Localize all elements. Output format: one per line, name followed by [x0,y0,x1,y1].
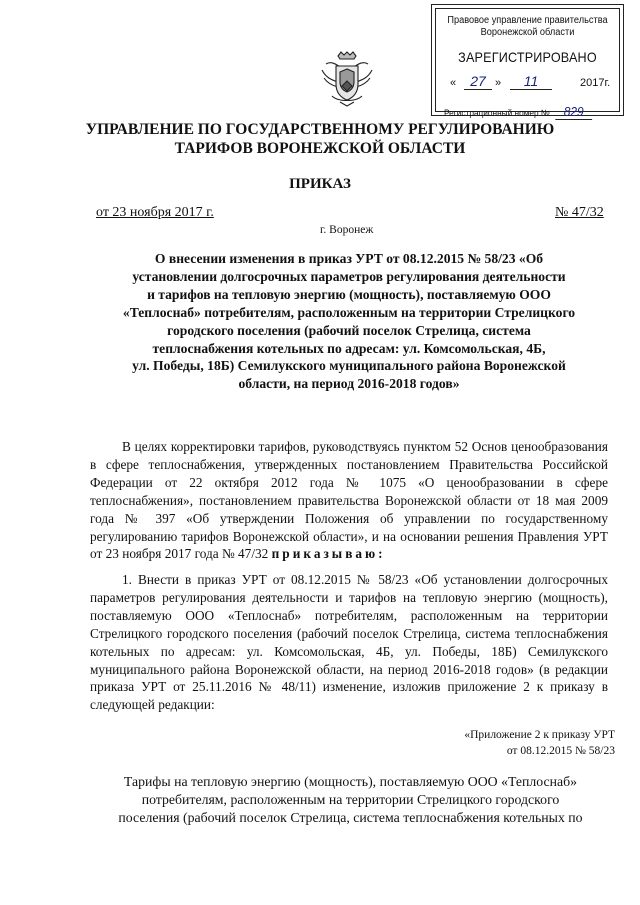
coat-of-arms-icon [318,50,376,110]
preamble-paragraph [90,438,608,563]
subject-line: ул. Победы, 18Б) Семилукского муниципального района Воронежской [132,358,566,374]
stamp-month: 11 [510,73,552,90]
stamp-reg-number-value: 829 [555,104,592,120]
stamp-year: 2017г. [580,77,611,89]
header-line1: УПРАВЛЕНИЕ ПО ГОСУДАРСТВЕННОМУ РЕГУЛИРОВАНИЮ [85,121,555,138]
subject-line: области, на период 2016-2018 годов» [238,376,460,392]
stamp-quote-open: « [450,77,457,89]
document-date: от 23 ноября 2017 г. [96,205,214,220]
header-line2: ТАРИФОВ ВОРОНЕЖСКОЙ ОБЛАСТИ [174,140,466,157]
subject-line: О внесении изменения в приказ УРТ от 08.12.2015 № 58/23 «Об [154,251,544,266]
registration-stamp [431,4,624,119]
stamp-organization [443,15,611,39]
subject-line: «Теплоснаб» потребителям, расположенным на территории Стрелицкого [122,304,576,320]
stamp-org-line1: Правовое управление правительства [447,15,608,26]
item-1-text: 1. Внести в приказ УРТ от 08.12.2015 № 58/23 «Об установлении долгосрочных параметров регулирования деятельности и тарифов на тепловую энергию (мощность), поставляемую ООО «Теплоснаб» потребителям, расположенным на территории Стрелицкого городского поселения (рабочий поселок Стрелица, система теплоснабжения котельных по адресам: ул. Комсомольская, 4Б, ул. Победы, 18Б) Семилукского муниципального района Воронежской области, на период 2016-2018 годов» (в редакции приказа УРТ от 25.11.2016 № 48/11) изменение, изложив приложение 2 к приказу в следующей редакции: [90,572,608,713]
document-subject [98,250,600,393]
stamp-reg-number-label: Регистрационный номер № [444,108,550,118]
stamp-reg-number [444,104,592,120]
stamp-registered-label: ЗАРЕГИСТРИРОВАНО [458,49,597,65]
subject-line: и тарифов на тепловую энергию (мощность), поставляемую ООО [147,286,551,302]
stamp-quote-close: » [495,77,502,89]
document-type: ПРИКАЗ [289,176,351,192]
document-city: г. Воронеж [320,224,374,236]
stamp-inner-border [435,8,620,119]
item-1-paragraph [90,571,608,714]
tariff-title [98,773,603,827]
appendix-reference [375,727,615,759]
stamp-date [444,73,611,91]
appendix-ref-line1: «Приложение 2 к приказу УРТ [464,729,615,741]
stamp-org-line2: Воронежской области [480,27,575,38]
appendix-ref-line2: от 08.12.2015 № 58/23 [506,745,615,757]
document-number: № 47/32 [555,205,604,220]
stamp-day: 27 [464,73,492,90]
subject-line: городского поселения (рабочий поселок Стрелица, система [167,322,531,338]
tariff-title-line: поселения (рабочий поселок Стрелица, система теплоснабжения котельных по [118,810,583,825]
subject-line: теплоснабжения котельных по адресам: ул. Комсомольская, 4Б, [152,340,546,356]
tariff-title-line: Тарифы на тепловую энергию (мощность), поставляемую ООО «Теплоснаб» [123,774,578,789]
subject-line: установлении долгосрочных параметров регулирования деятельности [132,268,566,284]
preamble-text: В целях корректировки тарифов, руководствуясь пунктом 52 Основ ценообразования в сфере теплоснабжения, утвержденных постановлением Правительства Российской Федерации от 22 октября 2012 года № 1075 «О ценообразовании в сфере теплоснабжения», постановлением правительства Воронежской области от 18 мая 2009 года № 397 «Об утверждении Положения об управлении по государственному регулированию тарифов Воронежской области», и на основании решения Правления УРТ от 23 ноября 2017 года № 47/32 [90,439,608,562]
order-word: приказываю: [271,546,386,562]
tariff-title-line: потребителям, расположенным на территории Стрелицкого городского [141,792,560,807]
